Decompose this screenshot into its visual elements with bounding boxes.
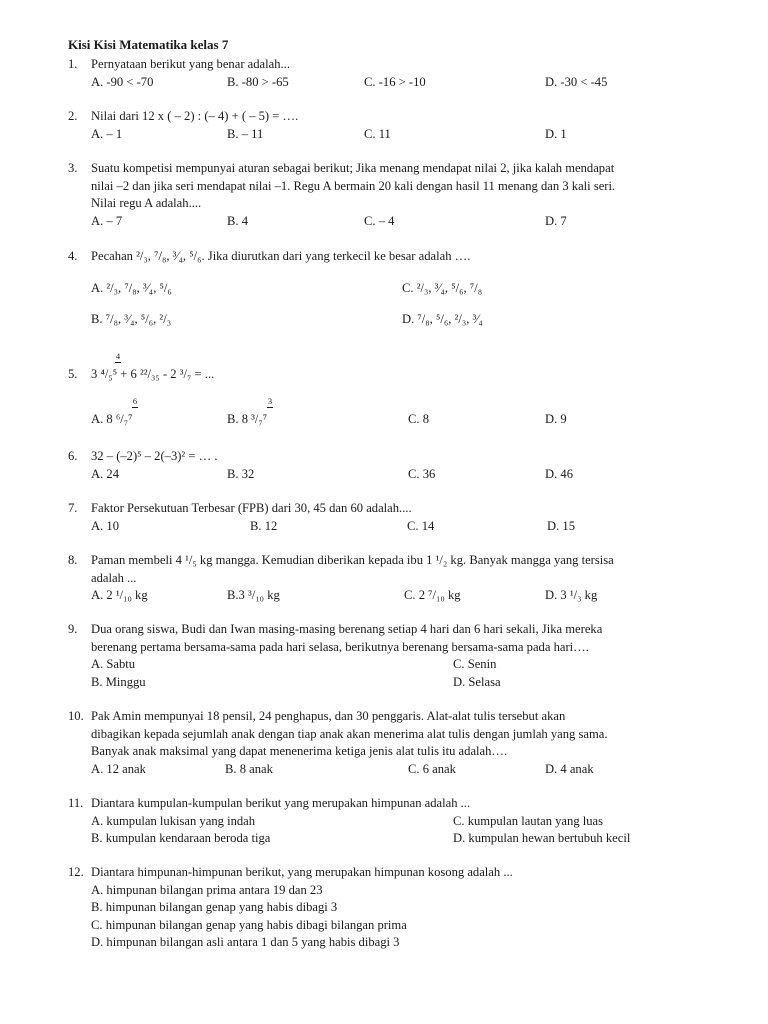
option-c: C. 14: [407, 518, 435, 533]
option-b: B. ⁷/₈, ³⁄₄, ⁵/₆, ²/₃: [91, 312, 172, 326]
option-a: A. 2 ¹/₁₀ kg: [91, 588, 148, 602]
option-d: D. -30 < -45: [545, 74, 608, 89]
option-a: A. – 1: [91, 126, 123, 141]
option-d: D. 7: [545, 213, 567, 228]
option-c: C. kumpulan lautan yang luas: [453, 813, 604, 828]
question-text: Suatu kompetisi mempunyai aturan sebagai berikut; Jika menang mendapat nilai 2, jika kalah mendapat: [91, 161, 615, 175]
question-number: 10.: [68, 709, 84, 723]
question-number: 12.: [68, 865, 84, 879]
option-b: B. 4: [227, 213, 248, 228]
question-number: 2.: [68, 109, 78, 123]
question-6: [68, 448, 738, 483]
question-1: [68, 56, 738, 91]
question-text: adalah ...: [91, 570, 137, 585]
question-text: 32 – (–2)⁵ – 2(–3)² = … .: [91, 449, 218, 463]
option-b: B. 12: [250, 518, 278, 533]
option-c: C. himpunan bilangan genap yang habis dibagi bilangan prima: [91, 917, 407, 932]
stacked-fraction: 3: [267, 395, 273, 406]
question-2: [68, 108, 738, 143]
question-text: Banyak anak maksimal yang dapat menenerima ketiga jenis alat tulis itu adalah….: [91, 744, 508, 758]
option-b: B.3 ³/₁₀ kg: [227, 588, 280, 602]
question-text: 3 ⁴/₅⁵ + 6 ²²/₃₅ - 2 ³/₇ = ...: [91, 367, 215, 381]
option-c: C. Senin: [453, 657, 497, 671]
option-a: A. Sabtu: [91, 657, 136, 671]
question-4: [68, 248, 738, 329]
question-text: Pecahan ²/₃, ⁷/₈, ³⁄₄, ⁵/₆. Jika diurutkan dari yang terkecil ke besar adalah ….: [91, 249, 471, 263]
option-c: C. 2 ⁷/₁₀ kg: [404, 588, 461, 602]
question-5: [68, 351, 738, 428]
option-a: A. -90 < -70: [91, 74, 154, 89]
option-b: B. 8 ³/₇⁷: [227, 411, 268, 426]
stacked-fraction: 6: [132, 395, 138, 406]
option-d: D. 46: [545, 466, 573, 481]
question-number: 7.: [68, 501, 78, 515]
question-number: 4.: [68, 249, 78, 263]
question-text: Diantara himpunan-himpunan berikut, yang merupakan himpunan kosong adalah ...: [91, 865, 513, 879]
question-number: 9.: [68, 622, 78, 636]
option-d: D. himpunan bilangan asli antara 1 dan 5 yang habis dibagi 3: [91, 935, 400, 949]
question-number: 8.: [68, 553, 78, 567]
option-b: B. Minggu: [91, 674, 146, 689]
option-a: A. himpunan bilangan prima antara 19 dan 23: [91, 882, 323, 897]
option-a: A. 8 ⁶/₇⁷: [91, 411, 133, 426]
question-text: Nilai regu A adalah....: [91, 196, 202, 210]
question-text: Paman membeli 4 ¹/₅ kg mangga. Kemudian diberikan kepada ibu 1 ¹/₂ kg. Banyak mangga yang tersisa: [91, 553, 614, 567]
option-d: D. 1: [545, 126, 567, 141]
question-number: 6.: [68, 449, 78, 463]
option-b: B. kumpulan kendaraan beroda tiga: [91, 831, 271, 845]
option-b: B. himpunan bilangan genap yang habis dibagi 3: [91, 900, 338, 914]
question-number: 3.: [68, 161, 78, 175]
question-11: [68, 795, 738, 848]
option-d: D. Selasa: [453, 674, 501, 689]
option-d: D. ⁷/₈, ⁵/₆, ²/₃, ³⁄₄: [402, 312, 483, 326]
question-number: 1.: [68, 57, 78, 71]
option-a: A. ²/₃, ⁷/₈, ³⁄₄, ⁵/₆: [91, 280, 172, 295]
option-b: B. 8 anak: [225, 761, 273, 776]
question-text: Pak Amin mempunyai 18 pensil, 24 penghapus, dan 30 penggaris. Alat-alat tulis tersebut akan: [91, 709, 566, 723]
option-c: C. 36: [408, 466, 436, 481]
question-text: berenang pertama bersama-sama pada hari selasa, berikutnya berenang bersama-sama pada hari….: [91, 639, 589, 654]
option-d: D. 9: [545, 411, 567, 426]
question-text: dibagikan kepada sejumlah anak dengan tiap anak akan menerima alat tulis dengan jumlah yang sama.: [91, 726, 608, 741]
question-12: [68, 864, 738, 952]
option-a: A. 24: [91, 466, 119, 481]
question-3: [68, 160, 738, 230]
option-a: A. – 7: [91, 213, 123, 228]
option-c: C. 8: [408, 411, 429, 426]
option-b: B. -80 > -65: [227, 74, 289, 89]
question-text: nilai –2 dan jika seri mendapat nilai –1. Regu A bermain 20 kali dengan hasil 11 menang dan 3 kali seri.: [91, 178, 616, 193]
question-10: [68, 708, 738, 778]
question-text: Pernyataan berikut yang benar adalah...: [91, 57, 290, 71]
option-d: D. 4 anak: [545, 761, 594, 776]
option-c: C. ²/₃, ³⁄₄, ⁵/₆, ⁷/₈: [402, 280, 483, 295]
option-a: A. 12 anak: [91, 761, 146, 776]
question-number: 5.: [68, 367, 78, 381]
option-d: D. kumpulan hewan bertubuh kecil: [453, 831, 631, 845]
option-d: D. 15: [547, 518, 575, 533]
option-b: B. 32: [227, 466, 255, 481]
option-c: C. 11: [364, 126, 391, 141]
question-number: 11.: [68, 796, 84, 810]
option-a: A. 10: [91, 518, 119, 533]
option-c: C. -16 > -10: [364, 74, 426, 89]
question-7: [68, 500, 738, 535]
question-text: Diantara kumpulan-kumpulan berikut yang merupakan himpunan adalah ...: [91, 796, 471, 810]
stacked-fraction: 4: [115, 351, 121, 361]
option-d: D. 3 ¹/₃ kg: [545, 588, 598, 602]
question-8: [68, 552, 738, 605]
question-text: Faktor Persekutuan Terbesar (FPB) dari 30, 45 dan 60 adalah....: [91, 501, 412, 515]
question-text: Nilai dari 12 x ( – 2) : (– 4) + ( – 5) = ….: [91, 109, 299, 123]
question-9: [68, 621, 738, 691]
question-text: Dua orang siswa, Budi dan Iwan masing-masing berenang setiap 4 hari dan 6 hari sekali, Jika mereka: [91, 622, 603, 636]
option-c: C. – 4: [364, 213, 395, 228]
option-a: A. kumpulan lukisan yang indah: [91, 813, 256, 828]
option-b: B. – 11: [227, 126, 264, 141]
document-title: Kisi Kisi Matematika kelas 7: [68, 37, 229, 52]
option-c: C. 6 anak: [408, 761, 456, 776]
